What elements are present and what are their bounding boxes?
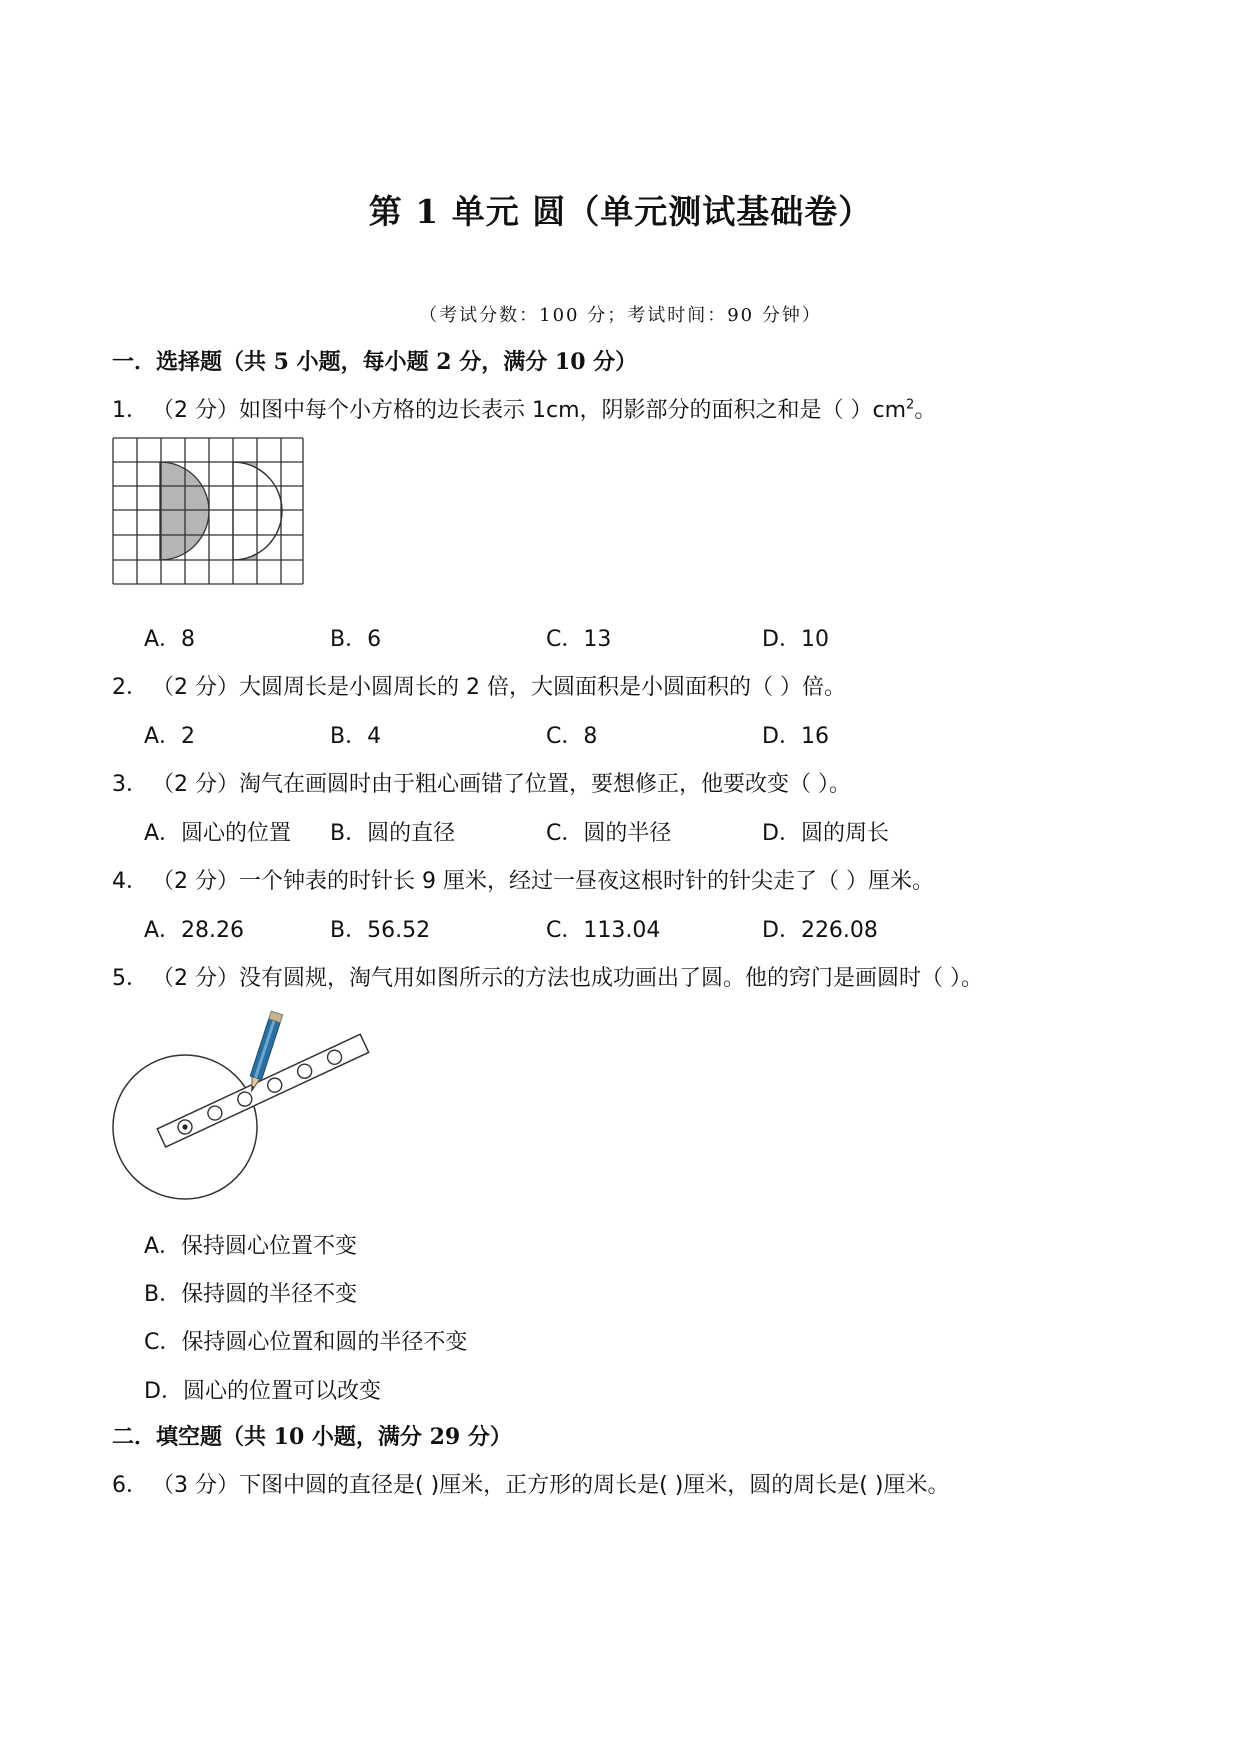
question-number: 5． bbox=[112, 966, 148, 991]
option-d: D．圆心的位置可以改变 bbox=[144, 1379, 381, 1404]
option-b: B．4 bbox=[330, 724, 382, 749]
question-3 bbox=[112, 767, 851, 798]
option-b: B．圆的直径 bbox=[330, 821, 456, 846]
page-title: 第 1 单元 圆（单元测试基础卷） bbox=[368, 192, 873, 231]
question-number: 3． bbox=[112, 772, 148, 797]
section-heading-choice: 一．选择题（共 5 小题，每小题 2 分，满分 10 分） bbox=[112, 349, 638, 375]
section-heading-fill-in: 二．填空题（共 10 小题，满分 29 分） bbox=[112, 1424, 512, 1450]
exam-info: （考试分数：100 分；考试时间：90 分钟） bbox=[419, 305, 822, 326]
superscript: 2 bbox=[906, 397, 915, 413]
option-c: C．圆的半径 bbox=[546, 821, 672, 846]
question-text: （2 分）大圆周长是小圆周长的 2 倍，大圆面积是小圆面积的（ ）倍。 bbox=[152, 675, 846, 700]
question-number: 2． bbox=[112, 675, 148, 700]
option-d: D．16 bbox=[762, 724, 829, 749]
option-a: A．28.26 bbox=[144, 918, 245, 943]
option-a: A．圆心的位置 bbox=[144, 821, 292, 846]
option-c: C．13 bbox=[546, 627, 612, 652]
question-number: 1． bbox=[112, 398, 148, 423]
option-b: B．56.52 bbox=[330, 918, 431, 943]
question-4 bbox=[112, 864, 934, 895]
option-d: D．10 bbox=[762, 627, 829, 652]
option-d: D．226.08 bbox=[762, 918, 878, 943]
option-c: C．保持圆心位置和圆的半径不变 bbox=[144, 1330, 468, 1355]
option-c: C．113.04 bbox=[546, 918, 661, 943]
option-d: D．圆的周长 bbox=[762, 821, 889, 846]
circle-drawing-figure bbox=[108, 1005, 388, 1205]
question-tail: 。 bbox=[914, 398, 937, 423]
question-text: （2 分）如图中每个小方格的边长表示 1cm，阴影部分的面积之和是（ ）cm bbox=[152, 398, 907, 423]
question-6 bbox=[112, 1468, 949, 1499]
option-a: A．保持圆心位置不变 bbox=[144, 1234, 358, 1259]
question-5 bbox=[112, 961, 983, 992]
grid-figure bbox=[112, 437, 304, 585]
question-1 bbox=[112, 393, 936, 424]
option-b: B．保持圆的半径不变 bbox=[144, 1282, 358, 1307]
option-a: A．8 bbox=[144, 627, 196, 652]
question-number: 4． bbox=[112, 869, 148, 894]
option-a: A．2 bbox=[144, 724, 196, 749]
option-c: C．8 bbox=[546, 724, 598, 749]
question-number: 6． bbox=[112, 1473, 148, 1498]
question-text: （2 分）淘气在画圆时由于粗心画错了位置，要想修正，他要改变（ ）。 bbox=[152, 772, 851, 797]
question-2 bbox=[112, 670, 846, 701]
question-text: （2 分）没有圆规，淘气用如图所示的方法也成功画出了圆。他的窍门是画圆时（ ）。 bbox=[152, 966, 983, 991]
question-text: （3 分）下图中圆的直径是( )厘米，正方形的周长是( )厘米，圆的周长是( )厘米。 bbox=[152, 1473, 950, 1498]
question-text: （2 分）一个钟表的时针长 9 厘米，经过一昼夜这根时针的针尖走了（ ）厘米。 bbox=[152, 869, 934, 894]
option-b: B．6 bbox=[330, 627, 382, 652]
